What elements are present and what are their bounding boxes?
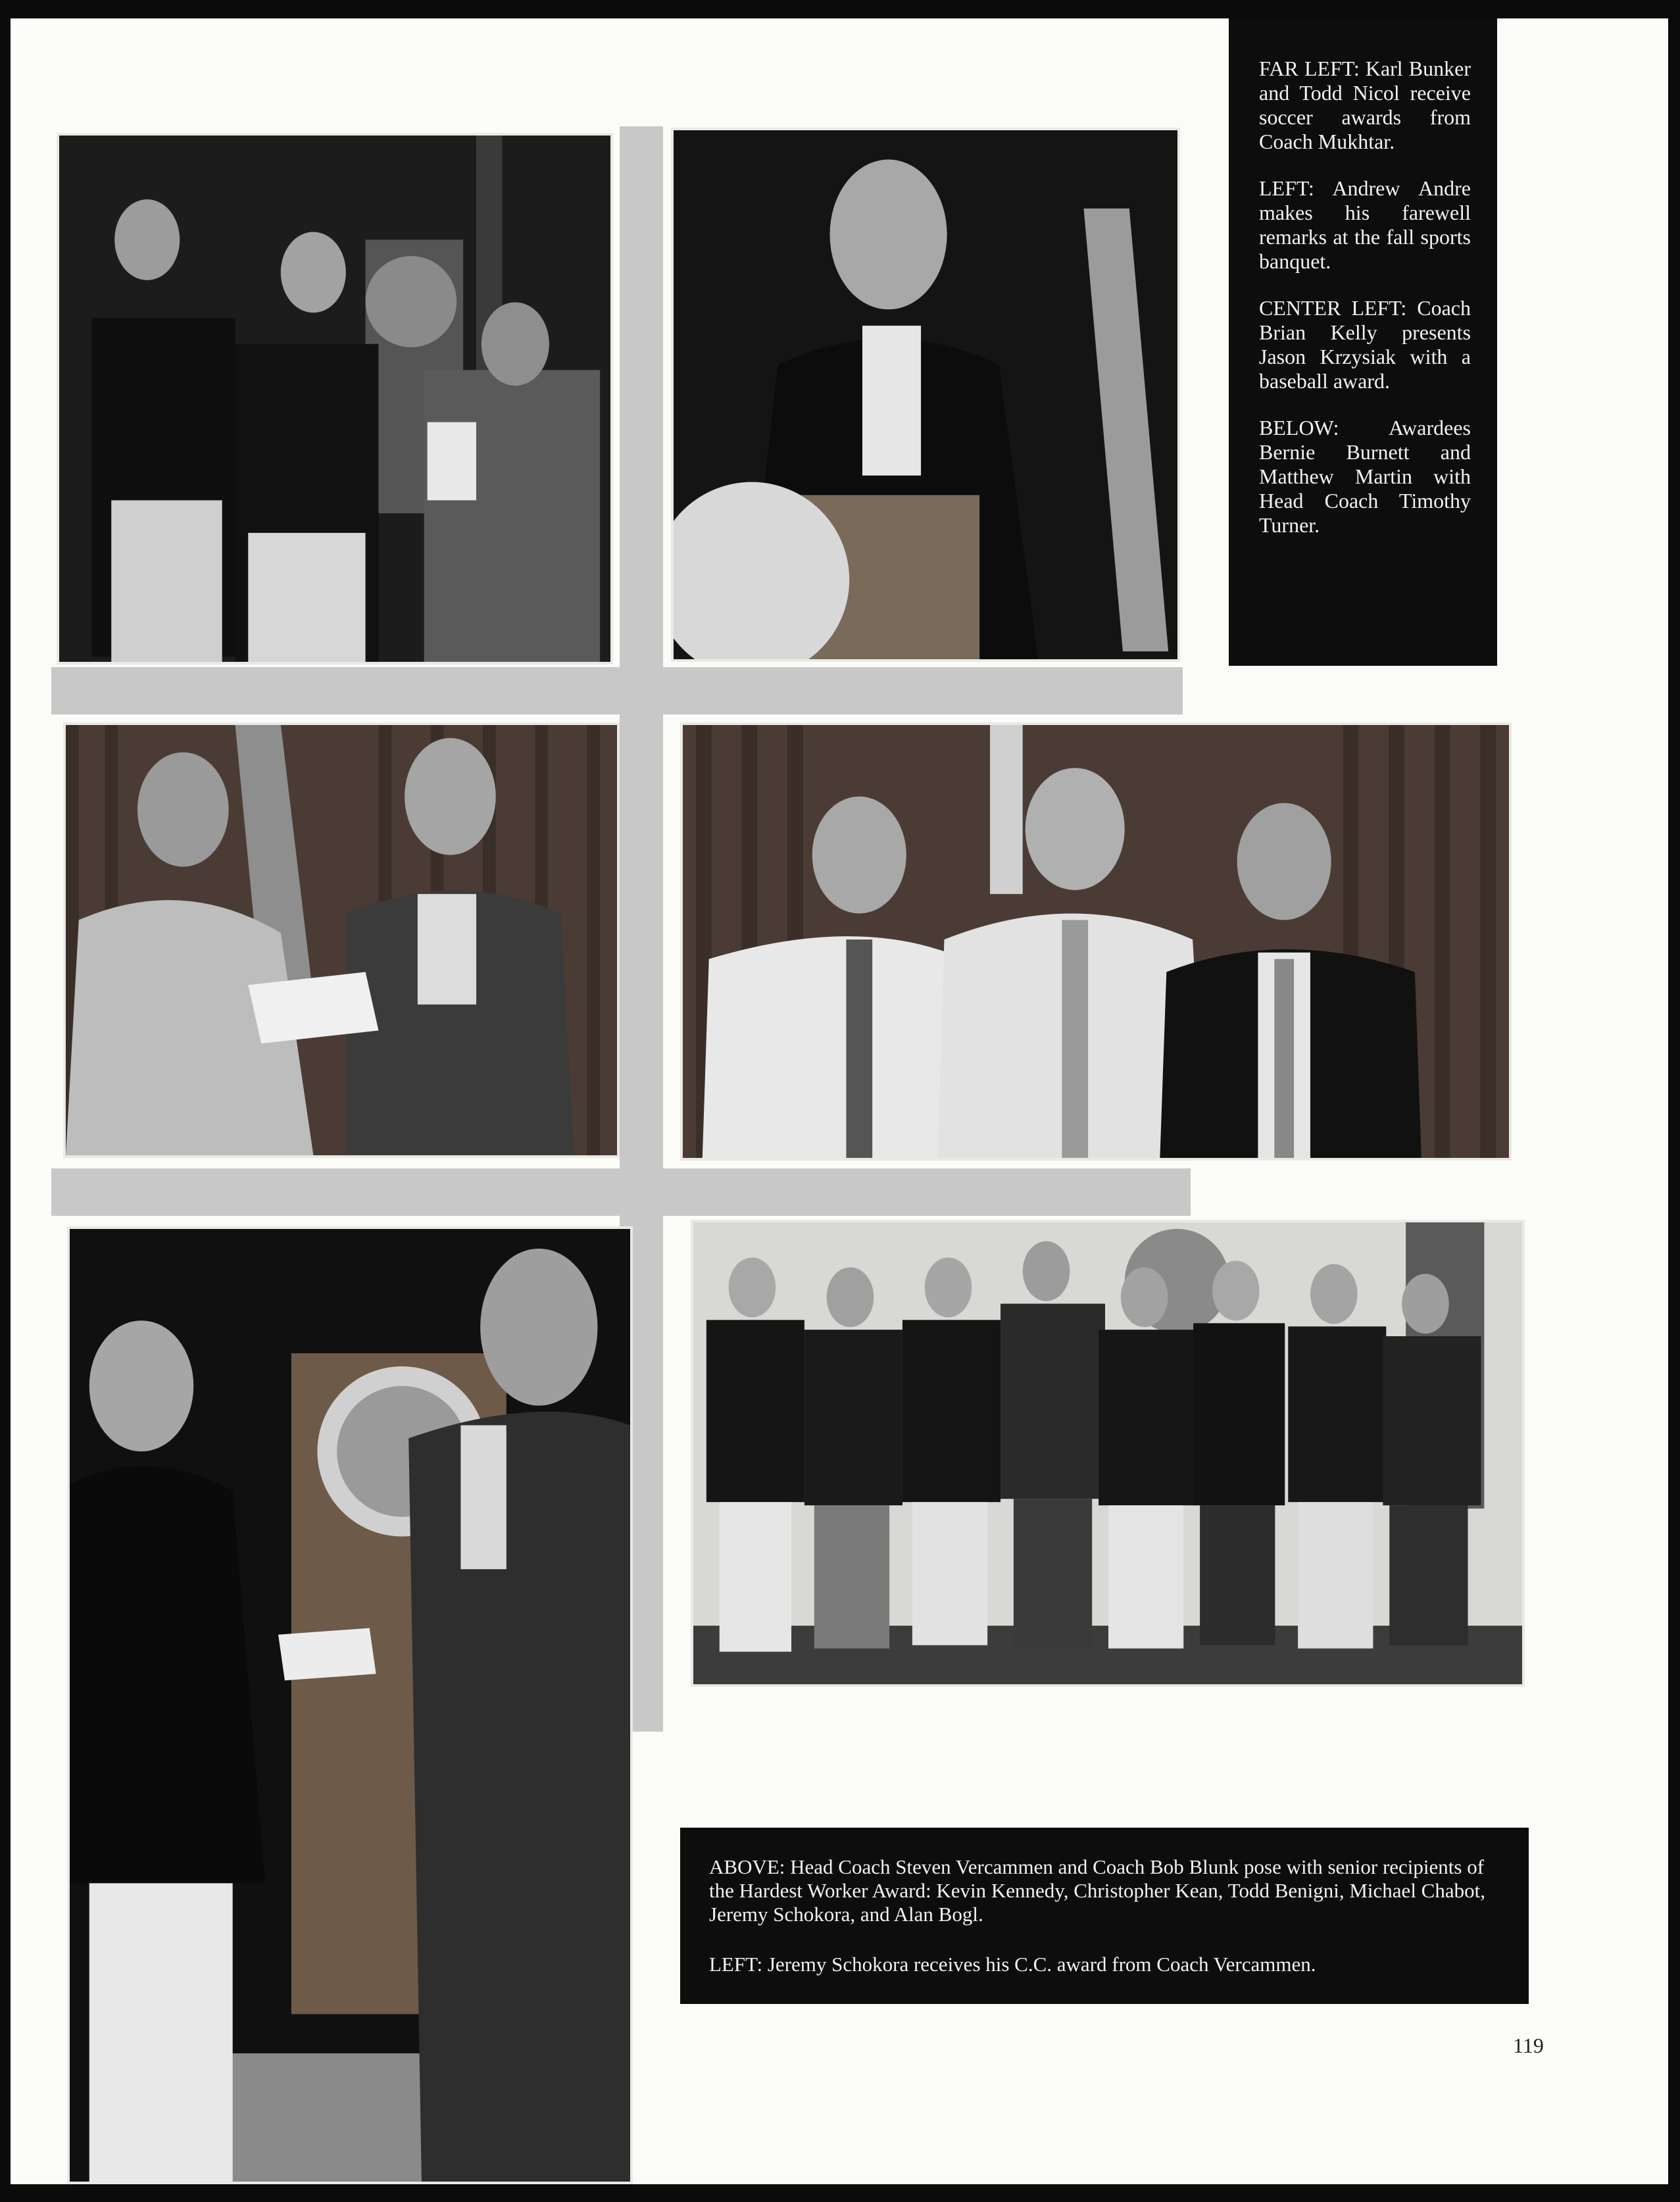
- caption-above: ABOVE: Head Coach Steven Vercammen and Coach Bob Blunk pose with senior recipients of the Hardest Worker Award: Kevin Kennedy, Christopher Kean, Todd Benigni, Michael Chabot, Jeremy Schokora, and Alan Bogl.: [709, 1855, 1485, 1926]
- caption-left-bottom: LEFT: Jeremy Schokora receives his C.C. award from Coach Vercammen.: [709, 1953, 1316, 1976]
- photo-baseball-award: [63, 722, 620, 1158]
- caption-far-left: FAR LEFT: Karl Bunker and Todd Nicol receive soccer awards from Coach Mukhtar.: [1259, 57, 1471, 153]
- photo-farewell-remarks: [671, 128, 1180, 662]
- photo-soccer-awards: [57, 133, 613, 664]
- caption-box-bottom: [680, 1828, 1529, 2004]
- photo-cc-award: [67, 1226, 633, 2184]
- yearbook-page: [11, 18, 1668, 2184]
- caption-left: LEFT: Andrew Andre makes his farewell remarks at the fall sports banquet.: [1259, 176, 1471, 273]
- caption-below: BELOW: Awardees Bernie Burnett and Matthew Martin with Head Coach Timothy Turner.: [1259, 416, 1471, 537]
- page-number: 119: [1513, 2034, 1544, 2057]
- caption-box-right: [1229, 18, 1497, 666]
- photo-hardest-worker-group: [691, 1220, 1525, 1687]
- photo-awardees-coach: [680, 722, 1512, 1161]
- caption-center-left: CENTER LEFT: Coach Brian Kelly presents Jason Krzysiak with a baseball award.: [1259, 296, 1471, 393]
- gray-accent-bar: [51, 667, 1183, 714]
- gray-accent-bar: [51, 1168, 1191, 1216]
